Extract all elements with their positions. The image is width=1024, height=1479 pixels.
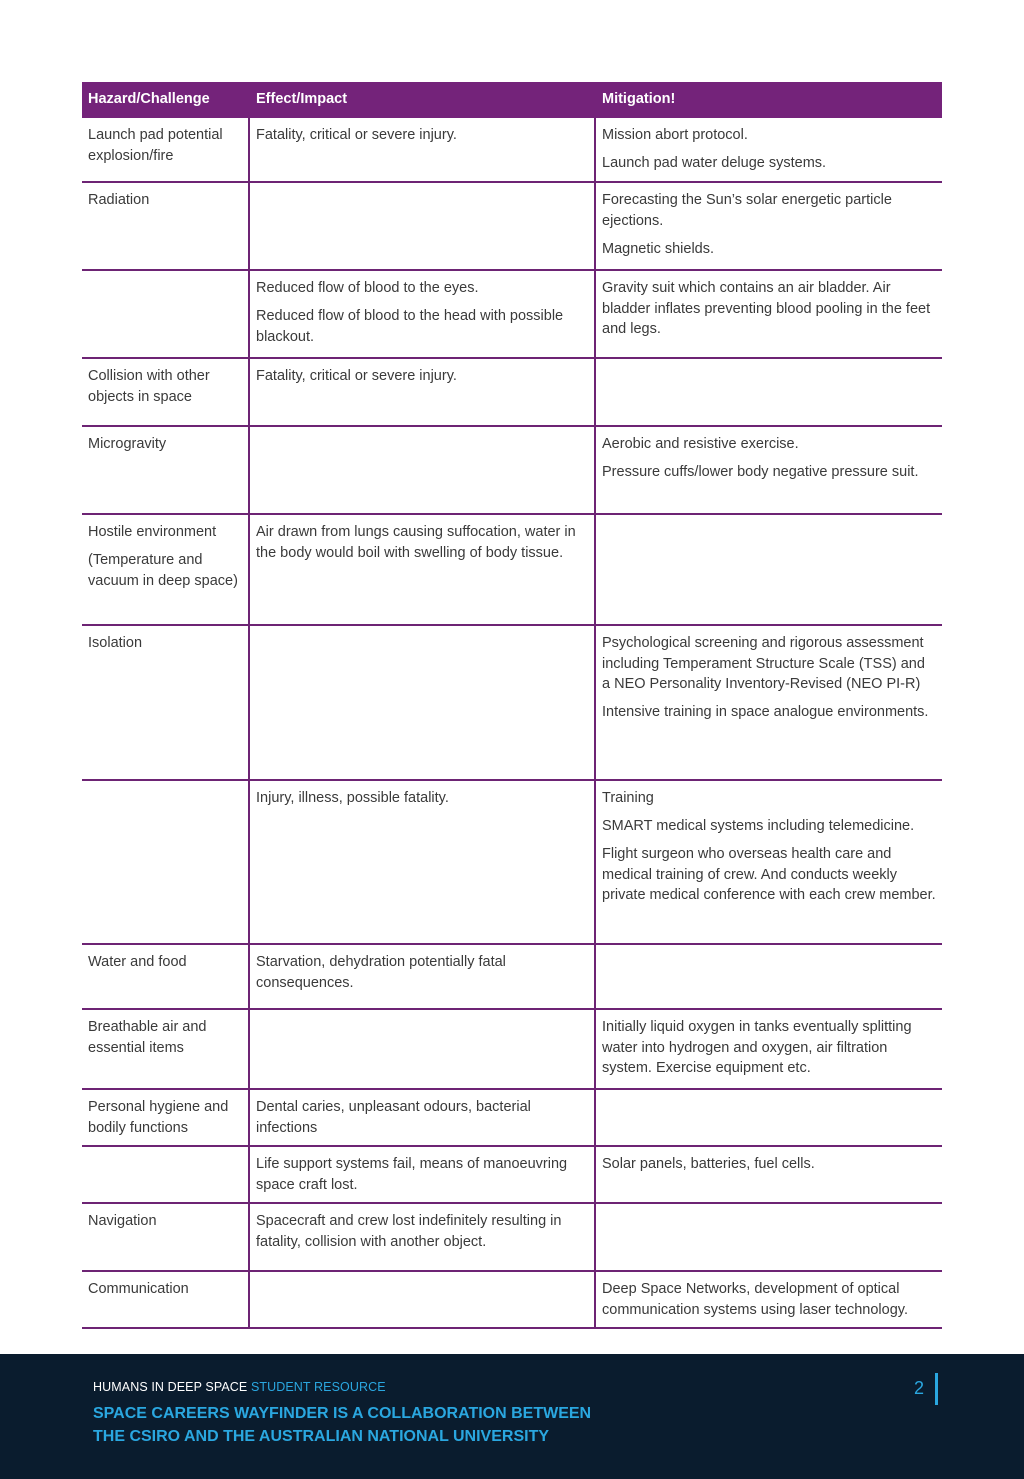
footer — [0, 1354, 1024, 1479]
cell-text: Personal hygiene and bodily functions — [88, 1099, 229, 1136]
collaboration-line-1: SPACE CAREERS WAYFINDER IS A COLLABORATION BETWEEN — [93, 1405, 592, 1422]
cell-text: Flight surgeon who overseas health care and medical training of crew. And conducts weekly private medical conference with each crew member. — [602, 846, 936, 903]
cell-text: Life support systems fail, means of manoeuvring space craft lost. — [256, 1156, 568, 1193]
table-row — [82, 1010, 942, 1090]
cell-text: Mission abort protocol. — [602, 127, 748, 143]
effect-cell — [250, 1010, 596, 1088]
table-row — [82, 1204, 942, 1272]
effect-cell — [250, 626, 596, 779]
cell-text: Launch pad potential explosion/fire — [88, 127, 223, 164]
mitigation-cell — [596, 1010, 942, 1088]
cell-text: Reduced flow of blood to the eyes. — [256, 280, 479, 296]
table-row — [82, 427, 942, 515]
cell-text: Communication — [88, 1281, 189, 1297]
cell-text: SMART medical systems including telemedicine. — [602, 818, 915, 834]
cell-text: Intensive training in space analogue environments. — [602, 704, 929, 720]
resource-label — [93, 1380, 386, 1394]
resource-title: HUMANS IN DEEP SPACE — [93, 1380, 248, 1394]
hazard-cell — [82, 781, 250, 943]
mitigation-cell — [596, 359, 942, 425]
hazard-cell — [82, 1010, 250, 1088]
table-row — [82, 945, 942, 1010]
mitigation-cell — [596, 183, 942, 269]
mitigation-cell — [596, 945, 942, 1008]
mitigation-cell — [596, 118, 942, 181]
hazard-cell — [82, 1204, 250, 1270]
hazard-cell — [82, 1147, 250, 1202]
cell-text: Collision with other objects in space — [88, 368, 210, 405]
table-row — [82, 626, 942, 781]
mitigation-cell — [596, 1204, 942, 1270]
hazard-table — [82, 82, 942, 1329]
effect-cell — [250, 1090, 596, 1145]
cell-text: Pressure cuffs/lower body negative pressure suit. — [602, 464, 919, 480]
cell-text: Air drawn from lungs causing suffocation, water in the body would boil with swelling of body tissue. — [256, 524, 576, 561]
table-row — [82, 515, 942, 626]
mitigation-cell — [596, 1272, 942, 1327]
hazard-cell — [82, 427, 250, 513]
effect-cell — [250, 183, 596, 269]
cell-text: Navigation — [88, 1213, 157, 1229]
cell-text: Psychological screening and rigorous assessment including Temperament Structure Scale (TSS) and a NEO Personality Inventory-Revised (NEO PI-R) — [602, 635, 925, 692]
table-row — [82, 118, 942, 183]
hazard-cell — [82, 271, 250, 357]
cell-text: Dental caries, unpleasant odours, bacterial infections — [256, 1099, 531, 1136]
cell-text: Spacecraft and crew lost indefinitely resulting in fatality, collision with another object. — [256, 1213, 562, 1250]
cell-text: Radiation — [88, 192, 150, 208]
table-header — [82, 82, 942, 118]
effect-cell — [250, 427, 596, 513]
cell-text: Water and food — [88, 954, 187, 970]
mitigation-cell — [596, 427, 942, 513]
header-hazard: Hazard/Challenge — [88, 91, 210, 108]
hazard-cell — [82, 183, 250, 269]
table-row — [82, 359, 942, 427]
collaboration-note — [93, 1402, 591, 1448]
mitigation-cell — [596, 515, 942, 624]
cell-text: Breathable air and essential items — [88, 1019, 207, 1056]
effect-cell — [250, 1272, 596, 1327]
table-body — [82, 118, 942, 1329]
effect-cell — [250, 271, 596, 357]
page-number: 2 — [914, 1378, 925, 1398]
cell-text: Reduced flow of blood to the head with possible blackout. — [256, 308, 564, 345]
cell-text: Deep Space Networks, development of optical communication systems using laser technology. — [602, 1281, 908, 1318]
table-row — [82, 1090, 942, 1147]
cell-text: Launch pad water deluge systems. — [602, 155, 827, 171]
effect-cell — [250, 515, 596, 624]
hazard-cell — [82, 626, 250, 779]
cell-text: Gravity suit which contains an air bladder. Air bladder inflates preventing blood pooling in the feet and legs. — [602, 280, 931, 337]
cell-text: Isolation — [88, 635, 143, 651]
cell-text: Starvation, dehydration potentially fatal consequences. — [256, 954, 506, 991]
mitigation-cell — [596, 271, 942, 357]
cell-text: Forecasting the Sun’s solar energetic particle ejections. — [602, 192, 892, 229]
hazard-cell — [82, 945, 250, 1008]
header-effect: Effect/Impact — [256, 91, 348, 108]
cell-text: Fatality, critical or severe injury. — [256, 127, 457, 143]
effect-cell — [250, 118, 596, 181]
effect-cell — [250, 1204, 596, 1270]
mitigation-cell — [596, 781, 942, 943]
cell-text: Aerobic and resistive exercise. — [602, 436, 799, 452]
hazard-cell — [82, 1090, 250, 1145]
table-row — [82, 781, 942, 945]
effect-cell — [250, 945, 596, 1008]
hazard-cell — [82, 515, 250, 624]
mitigation-cell — [596, 626, 942, 779]
cell-text: Training — [602, 790, 654, 806]
table-row — [82, 183, 942, 271]
hazard-cell — [82, 359, 250, 425]
effect-cell — [250, 1147, 596, 1202]
hazard-cell — [82, 1272, 250, 1327]
cell-text: Solar panels, batteries, fuel cells. — [602, 1156, 815, 1172]
table-row — [82, 271, 942, 359]
cell-text: Hostile environment — [88, 524, 217, 540]
mitigation-cell — [596, 1147, 942, 1202]
cell-text: Initially liquid oxygen in tanks eventually splitting water into hydrogen and oxygen, air filtration system. Exercise equipment etc. — [602, 1019, 912, 1076]
table-row — [82, 1147, 942, 1204]
table-row — [82, 1272, 942, 1329]
cell-text: Microgravity — [88, 436, 167, 452]
cell-text: Magnetic shields. — [602, 240, 715, 257]
resource-type: STUDENT RESOURCE — [250, 1380, 386, 1394]
collaboration-line-2: THE CSIRO AND THE AUSTRALIAN NATIONAL UNIVERSITY — [93, 1428, 550, 1445]
effect-cell — [250, 359, 596, 425]
header-mitigation: Mitigation! — [602, 91, 676, 108]
cell-text: Injury, illness, possible fatality. — [256, 790, 449, 806]
page-number-bar — [935, 1373, 938, 1405]
hazard-cell — [82, 118, 250, 181]
mitigation-cell — [596, 1090, 942, 1145]
effect-cell — [250, 781, 596, 943]
cell-text: Fatality, critical or severe injury. — [256, 368, 457, 384]
cell-text: (Temperature and vacuum in deep space) — [88, 552, 238, 589]
